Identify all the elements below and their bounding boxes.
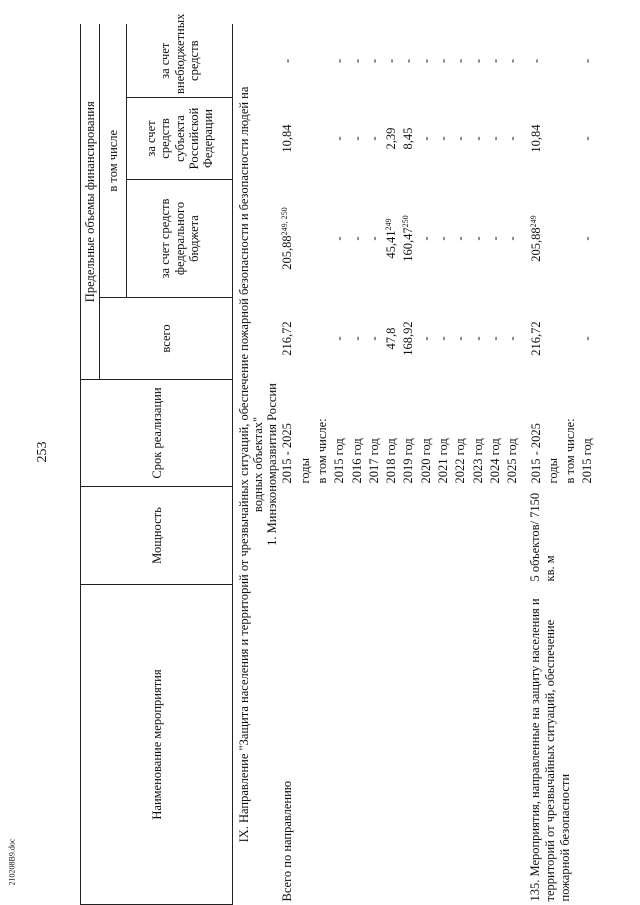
cell-extra xyxy=(314,24,331,97)
cell-federal: - xyxy=(349,236,364,241)
header-capacity: Мощность xyxy=(81,487,233,585)
cell-regional xyxy=(562,98,579,180)
cell-total: - xyxy=(366,336,381,341)
table-row-item-135 xyxy=(522,24,545,904)
cell-name: Всего по направлению xyxy=(280,780,295,902)
cell-extra: - xyxy=(505,58,520,64)
table-row xyxy=(400,24,417,904)
footnote-ref: 249 xyxy=(528,215,538,228)
cell-period: годы xyxy=(297,458,312,484)
table-row xyxy=(470,24,487,904)
header-name: Наименование мероприятия xyxy=(81,585,233,905)
table-row xyxy=(279,24,296,904)
cell-name xyxy=(435,585,452,905)
cell-federal xyxy=(545,180,562,298)
header-period: Срок реализации xyxy=(81,380,233,487)
cell-period: 2020 год xyxy=(418,438,433,484)
cell-extra xyxy=(562,24,579,97)
cell-name xyxy=(400,585,417,905)
cell-capacity xyxy=(349,487,366,585)
cell-period: 2023 год xyxy=(470,438,485,484)
cell-extra: - xyxy=(580,58,595,64)
cell-total: - xyxy=(332,336,347,341)
cell-extra: - xyxy=(349,58,364,64)
cell-name xyxy=(297,585,314,905)
cell-total: - xyxy=(349,336,364,341)
cell-capacity xyxy=(279,487,296,585)
cell-regional: 10,84 xyxy=(280,124,295,153)
cell-capacity xyxy=(470,487,487,585)
cell-name xyxy=(504,585,521,905)
cell-extra: - xyxy=(401,58,416,64)
cell-period: 2015 год xyxy=(332,438,347,484)
cell-capacity xyxy=(383,487,400,585)
cell-regional xyxy=(297,98,314,180)
header-including: в том числе xyxy=(100,24,127,297)
table-row xyxy=(487,24,504,904)
cell-capacity xyxy=(504,487,521,585)
cell-regional xyxy=(314,98,331,180)
item-135-name xyxy=(522,585,597,905)
cell-regional: - xyxy=(418,136,433,141)
cell-regional: - xyxy=(580,136,595,141)
cell-total: - xyxy=(453,336,468,341)
cell-total: - xyxy=(436,336,451,341)
cell-name xyxy=(349,585,366,905)
cell-federal: - xyxy=(366,236,381,241)
cell-extra: - xyxy=(453,58,468,64)
cell-federal: - xyxy=(436,236,451,241)
item-number: 135. xyxy=(527,876,542,902)
table-row xyxy=(349,24,366,904)
cell-regional: - xyxy=(470,136,485,141)
cell-name xyxy=(331,585,348,905)
cell-total: - xyxy=(580,336,595,341)
section-row xyxy=(233,24,266,904)
table-row xyxy=(504,24,521,904)
cell-period: 2025 год xyxy=(505,438,520,484)
cell-name xyxy=(452,585,469,905)
cell-extra xyxy=(545,24,562,97)
cell-period: 2015 - 2025 xyxy=(528,423,543,484)
cell-total xyxy=(297,298,314,380)
footnote-ref: 249, 250 xyxy=(280,207,290,236)
cell-regional: - xyxy=(453,136,468,141)
cell-capacity xyxy=(314,487,331,585)
cell-name xyxy=(470,585,487,905)
cell-extra: - xyxy=(487,58,502,64)
item-135-capacity: 5 объектов/ 7150 кв. м xyxy=(527,492,557,582)
cell-federal: - xyxy=(332,236,347,241)
cell-federal: - xyxy=(505,236,520,241)
item-name-text: Мероприятия, направленные на защиту населения и территорий от чрезвычайных ситуаций, обеспечение пожарной безопасности xyxy=(527,598,572,902)
cell-regional: - xyxy=(366,136,381,141)
cell-regional xyxy=(545,98,562,180)
header-regional: за счет средств субъекта Российской Федерации xyxy=(127,98,233,180)
cell-total: - xyxy=(487,336,502,341)
cell-total: - xyxy=(418,336,433,341)
cell-federal: 205,88$^{249}$ xyxy=(528,215,543,262)
cell-total: 47,8 xyxy=(384,327,399,350)
cell-federal: 205,88$^{249, 250}$ xyxy=(280,207,295,270)
cell-period: 2021 год xyxy=(436,438,451,484)
cell-federal: - xyxy=(470,236,485,241)
cell-extra: - xyxy=(366,58,381,64)
table-row xyxy=(452,24,469,904)
table-row xyxy=(366,24,383,904)
cell-extra: - xyxy=(528,58,543,64)
cell-federal: - xyxy=(453,236,468,241)
cell-period: 2015 год xyxy=(580,438,595,484)
cell-regional: - xyxy=(487,136,502,141)
cell-period: годы xyxy=(545,458,560,484)
page-number: 253 xyxy=(35,441,50,463)
cell-regional: 2,39 xyxy=(384,127,399,150)
cell-capacity xyxy=(418,487,435,585)
cell-extra: - xyxy=(280,58,295,64)
cell-extra: - xyxy=(470,58,485,64)
header-total: всего xyxy=(100,298,233,380)
cell-name xyxy=(487,585,504,905)
table-header xyxy=(81,13,233,904)
cell-federal: 45,41$^{249}$ xyxy=(384,218,399,259)
cell-period: в том числе: xyxy=(563,418,578,484)
subsection-title: 1. Минэкономразвития России xyxy=(265,383,280,546)
cell-regional: 8,45 xyxy=(401,127,416,150)
cell-total: - xyxy=(470,336,485,341)
cell-total xyxy=(314,298,331,380)
cell-period: 2016 год xyxy=(349,438,364,484)
financing-table xyxy=(80,13,597,905)
cell-federal: 160,47$^{250}$ xyxy=(401,215,416,262)
table-row xyxy=(314,24,331,904)
cell-extra: - xyxy=(332,58,347,64)
cell-total: 216,72 xyxy=(528,321,543,356)
footnote-ref: 250 xyxy=(401,215,411,228)
cell-period: 2018 год xyxy=(384,438,399,484)
cell-name xyxy=(366,585,383,905)
cell-capacity xyxy=(487,487,504,585)
cell-regional: - xyxy=(436,136,451,141)
cell-total: - xyxy=(505,336,520,341)
table-row xyxy=(297,24,314,904)
cell-capacity xyxy=(452,487,469,585)
cell-period: 2024 год xyxy=(487,438,502,484)
cell-federal xyxy=(297,180,314,298)
cell-capacity xyxy=(435,487,452,585)
cell-extra: - xyxy=(418,58,433,64)
cell-period: 2015 - 2025 xyxy=(280,423,295,484)
section-title: IX. Направление "Защита населения и территорий от чрезвычайных ситуаций, обеспечение пожарной безопасности и безопасности людей на водных объектах" xyxy=(237,86,266,843)
cell-total: 168,92 xyxy=(401,321,416,356)
rotated-table-page xyxy=(80,13,595,905)
header-limits: Предельные объемы финансирования xyxy=(81,24,100,379)
cell-period: 2019 год xyxy=(401,438,416,484)
cell-federal: - xyxy=(418,236,433,241)
cell-total xyxy=(562,298,579,380)
cell-period: в том числе: xyxy=(314,418,329,484)
cell-federal xyxy=(562,180,579,298)
cell-regional: - xyxy=(505,136,520,141)
footnote-ref: 249 xyxy=(384,218,394,231)
table-row xyxy=(418,24,435,904)
header-extra: за счет внебюджетных средств xyxy=(127,24,233,97)
cell-capacity xyxy=(400,487,417,585)
cell-extra: - xyxy=(384,58,399,64)
cell-regional: - xyxy=(332,136,347,141)
cell-federal: - xyxy=(487,236,502,241)
cell-total: 216,72 xyxy=(280,321,295,356)
cell-total xyxy=(545,298,562,380)
table-row xyxy=(435,24,452,904)
cell-capacity xyxy=(366,487,383,585)
cell-federal: - xyxy=(580,236,595,241)
cell-extra: - xyxy=(436,58,451,64)
table-row xyxy=(383,24,400,904)
table-row xyxy=(331,24,348,904)
cell-federal xyxy=(314,180,331,298)
footer-document-code: 210208В9.doc xyxy=(7,838,17,886)
cell-capacity xyxy=(297,487,314,585)
cell-name xyxy=(383,585,400,905)
cell-name xyxy=(314,585,331,905)
cell-regional: 10,84 xyxy=(528,124,543,153)
cell-regional: - xyxy=(349,136,364,141)
cell-period: 2022 год xyxy=(453,438,468,484)
cell-extra xyxy=(297,24,314,97)
subsection-row xyxy=(265,24,279,904)
header-federal: за счет средств федерального бюджета xyxy=(127,180,233,298)
cell-period: 2017 год xyxy=(366,438,381,484)
table-body xyxy=(233,24,597,904)
cell-name xyxy=(418,585,435,905)
cell-capacity xyxy=(331,487,348,585)
